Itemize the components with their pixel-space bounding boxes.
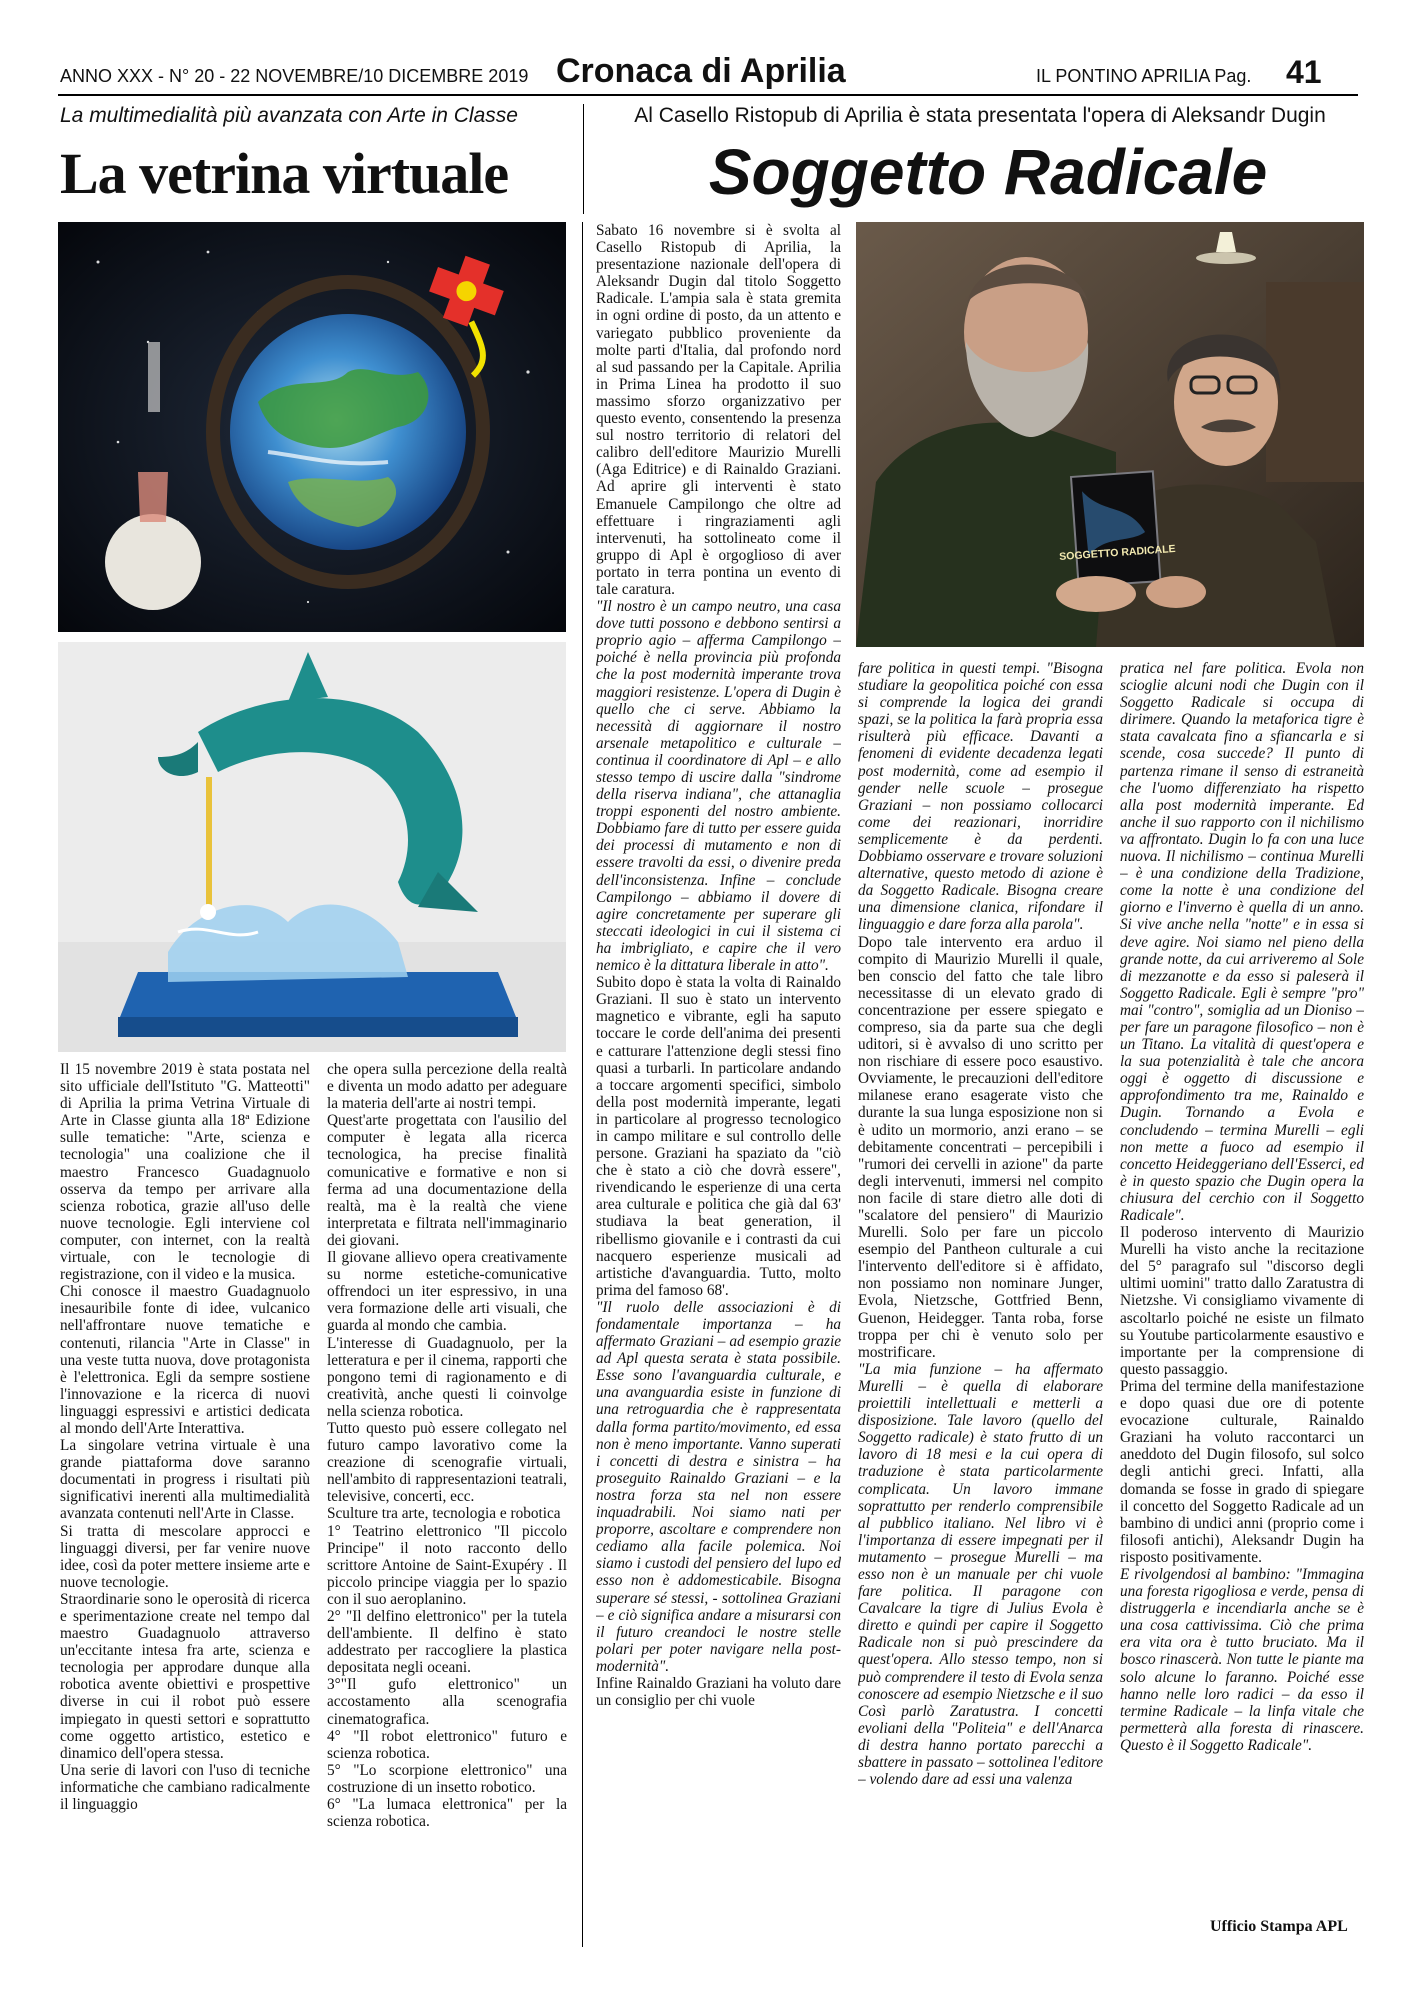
left-headline: La vetrina virtuale	[60, 141, 509, 206]
paragraph: pratica nel fare politica. Evola non scioglie alcuni nodi che Dugin con il Soggetto Radicale si occupa di dirimere. Quando la metaforica tigre è stata cavalcata fino a sfiancarla e si scende, cosa succede? Il punto di partenza rimane il senso di estraneità che l'uomo differenziato ha rispetto alla post modernità imperante. Ed anche il suo rapporto con il nichilismo va affrontato. Dugin lo fa con una luce nuova. Il nichilismo – continua Murelli – è una condizione della Tradizione, come la notte è una condizione del giorno e l'inverno è quella di un anno. Si vive anche nella "notte" e in essa si deve agire. Noi siamo nel pieno della grande notte, da cui arriveremo al Sole di mezzanotte e da esso si paleserà il Soggetto Radicale. Egli è sempre "pro" mai "contro", somiglia ad un Dioniso – per fare un paragone filosofico – non è un Titano. La vitalità di quest'opera e la sua potenzialità è tale che ancora oggi è oggetto di discussione e approfondimento tra me, Rainaldo e Dugin. Tornando a Evola e concludendo – termina Murelli – egli non mette a fuoco ad esempio il concetto Heideggeriano dell'Esserci, ed è in questo spazio che Dugin opera la chiusura del cerchio con il Soggetto Radicale".	[1120, 660, 1364, 1224]
paragraph: che opera sulla percezione della realtà e diventa un modo adatto per adeguare la materia dell'arte ai nostri tempi.	[327, 1061, 567, 1113]
left-kicker: La multimedialità più avanzata con Arte in Classe	[60, 104, 518, 127]
paragraph: Si tratta di mescolare approcci e linguaggi diversi, per far venire nuove idee, così da poter mettere insieme arte e nuove tecnologie.	[60, 1522, 310, 1591]
paragraph: Quest'arte progettata con l'ausilio del computer è legata alla ricerca tecnologica, ha precise finalità comunicative e formative e non si ferma ad una documentazione della realtà, ma è la realtà che viene interpretata e filtrata nell'immaginario dei giovani.	[327, 1112, 567, 1249]
right-article-col3	[1120, 660, 1364, 1900]
paragraph: Sculture tra arte, tecnologia e robotica	[327, 1505, 561, 1523]
paragraph: E rivolgendosi al bambino: "Immagina una foresta rigogliosa e verde, pensa di distruggerla e incendiarla anche se è una cosa cattivissima. Ciò che prima era vita ora è tutto bruciato. Ma il bosco rinascerà. Non tutte le piante ma solo alcune lo faranno. Poiché esse hanno nelle loro radici – da esso il termine Radicale – la linfa vitale che permetterà alla foresta di rinascere. Questo è il Soggetto Radicale".	[1120, 1565, 1364, 1754]
paragraph: 3°"Il gufo elettronico" un accostamento alla scenografia cinematografica.	[327, 1676, 567, 1728]
paragraph: Tutto questo può essere collegato nel futuro campo lavorativo come la creazione di scenografie virtuali, nell'ambito di rappresentazioni teatrali, televisive, concerti, ecc.	[327, 1419, 567, 1506]
photo-earth-theatre	[58, 222, 566, 632]
photo-dugin-presentation	[856, 222, 1364, 647]
paragraph: Il 15 novembre 2019 è stata postata nel sito ufficiale dell'Istituto "G. Matteotti" di Aprilia la prima Vetrina Virtuale di Arte in Classe giunta alla 18ª Edizione sulle tematiche: "Arte, scienza e tecnologia" una coalizione che il maestro Francesco Guadagnuolo osserva da tempo per arrivare alla scienza robotica, grazie all'uso delle nuove tecnologie. Egli interviene col computer, con internet, con la realtà virtuale, con le tecnologie di registrazione, con il video e la musica.	[60, 1061, 310, 1284]
paragraph: Prima del termine della manifestazione e dopo quasi due ore di potente evocazione culturale, Rainaldo Graziani ha voluto raccontarci un aneddoto del Dugin filosofo, sul solco degli antichi greci. Infatti, alla domanda se fosse in grado di spiegare il concetto del Soggetto Radicale ad un bambino di undici anni (proprio come i filosofi antichi), Aleksandr Dugin ha risposto positivamente.	[1120, 1377, 1364, 1566]
page-number: 41	[1286, 54, 1322, 90]
paragraph: 6° "La lumaca elettronica" per la scienza robotica.	[327, 1796, 567, 1831]
paragraph: Subito dopo è stata la volta di Rainaldo Graziani. Il suo è stato un intervento magnetico e vibrante, egli ha saputo toccare le corde dell'anima dei presenti e catturare l'attenzione degli stessi fino quasi a turbarli. In particolare andando a toccare argomenti specifici, simbolo della post modernità imperante, legati in particolare al progresso tecnologico in campo militare e sul controllo delle persone. Graziani ha spaziato da "ciò che è stato a ciò che dovrà essere", rivendicando le esperienze di una certa area culturale e politica che già dal 63' studiava la beat generation, il ribellismo giovanile e i contrasti da cui nacquero esperienze musicali ad artistiche d'avanguardia. Tutto, molto prima del famoso 68'.	[596, 974, 841, 1299]
paragraph: Straordinarie sono le operosità di ricerca e sperimentazione create nel tempo dal maestro Guadagnuolo attraverso un'eccitante intesa fra arte, scienza e tecnologia per approdare dunque alla robotica avente obiettivi e prospettive diverse in cui il robot può essere impiegato in questi settori e soprattutto come oggetto artistico, estetico e dinamico dell'opera stessa.	[60, 1590, 310, 1762]
photo-electronic-dolphin	[58, 642, 566, 1052]
article-divider	[582, 222, 583, 1947]
paragraph: L'interesse di Guadagnuolo, per la letteratura e per il cinema, rapporti che pongono temi di ragionamento e di creatività, anche questi li coinvolge nella scienza robotica.	[327, 1334, 567, 1420]
right-kicker: Al Casello Ristopub di Aprilia è stata presentata l'opera di Aleksandr Dugin	[634, 104, 1326, 127]
left-article-col1	[60, 1061, 310, 1947]
paragraph: Il poderoso intervento di Maurizio Murelli ha visto anche la recitazione del 5° paragrafo sul "discorso degli ultimi uomini" tratto dallo Zaratustra di Nietzshe. Vi consigliamo vivamente di ascoltarlo poiché ne esiste un filmato su Youtube particolarmente esaustivo e importante per la comprensione di questo passaggio.	[1120, 1224, 1364, 1378]
paragraph: Il giovane allievo opera creativamente su norme estetiche-comunicative offrendoci un iter espressivo, in una vera formazione delle arti visuali, che guarda al mondo che cambia.	[327, 1249, 567, 1335]
paper-name: IL PONTINO APRILIA Pag.	[1036, 66, 1252, 86]
paragraph: Chi conosce il maestro Guadagnuolo inesauribile fonte di idee, vulcanico nell'affrontare nuove tematiche e contenuti, rilancia "Arte in Classe" in una veste tutta nuova, dove protagonista è l'elettronica. Egli da sempre sostiene l'innovazione e la ricerca di nuovi linguaggi espressivi e artistici dedicata al mondo dell'Arte Interattiva.	[60, 1283, 310, 1437]
paragraph: "La mia funzione – ha affermato Murelli – è quella di elaborare proiettili intellettuali e metterli a disposizione. Tale lavoro (quello del Soggetto radicale) è stato frutto di un lavoro di 18 mesi e la cui opera di traduzione è stata particolarmente complicata. Un lavoro immane soprattutto per renderlo comprensibile al pubblico italiano. Nel libro vi è l'importanza di essere impegnati per il mutamento – prosegue Murelli – ma esso non è un manuale per chi vuole fare politica. Il paragone con Cavalcare la tigre di Julius Evola è diretto e quindi per capire il Soggetto Radicale non si può prescindere da quest'opera. Allo stesso tempo, non si può comprendere il testo di Evola senza conoscere ad esempio Nietzsche e il suo Così parlò Zaratustra. I concetti evoliani della "Politeia" e dell'Anarca di destra hanno portato parecchi a sbattere in passato – sottolinea l'editore – volendo dare ad essi una valenza	[858, 1360, 1103, 1789]
title-divider	[583, 104, 584, 214]
right-article-col2	[858, 660, 1103, 1947]
book-cover-title: SOGGETTO RADICALE	[1058, 542, 1176, 563]
section-title: Cronaca di Aprilia	[556, 52, 846, 90]
paragraph: "Il ruolo delle associazioni è di fondamentale importanza – ha affermato Graziani – ad esempio grazie ad Apl questa serata è stata possibile. Esse sono l'avanguardia culturale, e una avanguardia esiste in funzione di una retroguardia che è rappresentata dalla forma partito/movimento, ed essa non è meno importante. Vanno superati i concetti di destra e sinistra – ha proseguito Rainaldo Graziani – e la nostra forza sta nel non essere inquadrabili. Noi siamo nati per proporre, ascoltare e comprendere non cediamo alla facile polemica. Noi siamo i custodi del pensiero del lupo ed esso non è addomesticabile. Bisogna superare sé stessi, - sottolinea Graziani – e ciò significa andare a misurarsi con il futuro creandoci le nostre stelle polari per poter navigare nella post-modernità".	[596, 1298, 841, 1675]
right-headline: Soggetto Radicale	[708, 136, 1268, 208]
issue-info: ANNO XXX - N° 20 - 22 NOVEMBRE/10 DICEMBRE 2019	[60, 66, 529, 86]
paragraph: Una serie di lavori con l'uso di tecniche informatiche che cambiano radicalmente il linguaggio	[60, 1761, 310, 1814]
paragraph: La singolare vetrina virtuale è una grande piattaforma dove saranno documentati in progress i risultati più significativi inerenti alla multimedialità avanzata contenuti nell'Arte in Classe.	[60, 1437, 310, 1523]
right-article-col1	[596, 222, 841, 1947]
paragraph: fare politica in questi tempi. "Bisogna studiare la geopolitica poiché con essa si comprende la logica dei grandi spazi, se la politica la farà propria essa risulterà più efficace. Davanti a fenomeni di evidente decadenza legati post modernità, come ad esempio il gender nelle scuole – prosegue Graziani – non possiamo collocarci come dei reazionari, inorridire semplicemente è da perdenti. Dobbiamo osservare e trovare soluzioni alternative, questo metodo di azione è da Soggetto Radicale. Bisogna creare una dimensione clanica, rifondare il linguaggio e dare forza alla parola".	[858, 660, 1103, 934]
paragraph: Dopo tale intervento era arduo il compito di Maurizio Murelli il quale, ben conscio del fatto che tale libro necessitasse di un elevato grado di concentrazione per essere spiegato e compreso, sia da parte sua che degli uditori, si è avvalso di uno scritto per non rischiare di essere poco esaustivo. Ovviamente, le precauzioni dell'editore milanese erano esagerate visto che durante la sua lunga esposizione non si è udito un mormorio, anzi erano – se debitamente concentrati – percepibili i "rumori dei cervelli in azione" da parte degli intervenuti, immersi nel compito non facile di stare dietro alle doti di "scalatore del pensiero" di Maurizio Murelli. Solo per fare un piccolo esempio del Pantheon culturale a cui l'intervento dell'editore si è affidato, non possiamo non nominare Junger, Evola, Nietzsche, Gottfried Benn, Guenon, Heidegger. Tanta roba, forse troppa per chi è venuto solo per mostrificare.	[858, 933, 1103, 1361]
paragraph: 1° Teatrino elettronico "Il piccolo Principe" il noto racconto dello scrittore Antoine de Saint-Exupéry . Il piccolo principe viaggia per lo spazio con il suo aeroplanino.	[327, 1522, 567, 1608]
paragraph: "Il nostro è un campo neutro, una casa dove tutti possono e debbono sentirsi a proprio agio – afferma Campilongo – poiché è nella provincia più profonda che la post modernità imperante trova maggiori resistenze. L'opera di Dugin è quello che ci serve. Abbiamo la necessità di aggiornare il nostro arsenale metapolitico e culturale – continua il coordinatore di Apl – e allo stesso tempo di uscire dalla "sindrome della riserva indiana", che attanaglia troppi esponenti del nostro ambiente. Dobbiamo fare di tutto per essere guida dei processi di mutamento e non di essere travolti da essi, o divenire preda dell'inconsistenza. Infine – conclude Campilongo – abbiamo il dovere di agire concretamente per superare gli steccati ideologici in cui il sistema ci ha imbrigliato, e capire che il vero nemico è la dittatura liberale in atto".	[596, 598, 841, 975]
masthead-rule	[58, 94, 1358, 96]
paragraph: Infine Rainaldo Graziani ha voluto dare un consiglio per chi vuole	[596, 1674, 841, 1710]
signature: Ufficio Stampa APL	[1210, 1918, 1348, 1935]
paragraph: 2° "Il delfino elettronico" per la tutela dell'ambiente. Il delfino è stato addestrato per raccogliere la plastica depositata negli oceani.	[327, 1608, 567, 1677]
paragraph: Sabato 16 novembre si è svolta al Casello Ristopub di Aprilia, la presentazione nazionale dell'opera di Aleksandr Dugin dal titolo Soggetto Radicale. L'ampia sala è stata gremita in ogni ordine di posto, da un attento e variegato pubblico proveniente da molte parti d'Italia, dal profondo nord al sud passando per la Capitale. Aprilia in Prima Linea ha prodotto il suo massimo sforzo organizzativo per questo evento, consentendo la presenza sul nostro territorio di relatori del calibro dell'editore Maurizio Murelli (Aga Editrice) e di Rainaldo Graziani. Ad aprire gli interventi è stato Emanuele Campilongo che oltre ad effettuare i ringraziamenti agli intervenuti, ha sottolineato come il gruppo di Apl è orgoglioso di aver portato in terra pontina un evento di tale caratura.	[596, 222, 841, 598]
left-article-col2	[327, 1061, 567, 1947]
paragraph: 4° "Il robot elettronico" futuro e scienza robotica.	[327, 1727, 567, 1762]
paragraph: 5° "Lo scorpione elettronico" una costruzione di un insetto robotico.	[327, 1761, 567, 1796]
